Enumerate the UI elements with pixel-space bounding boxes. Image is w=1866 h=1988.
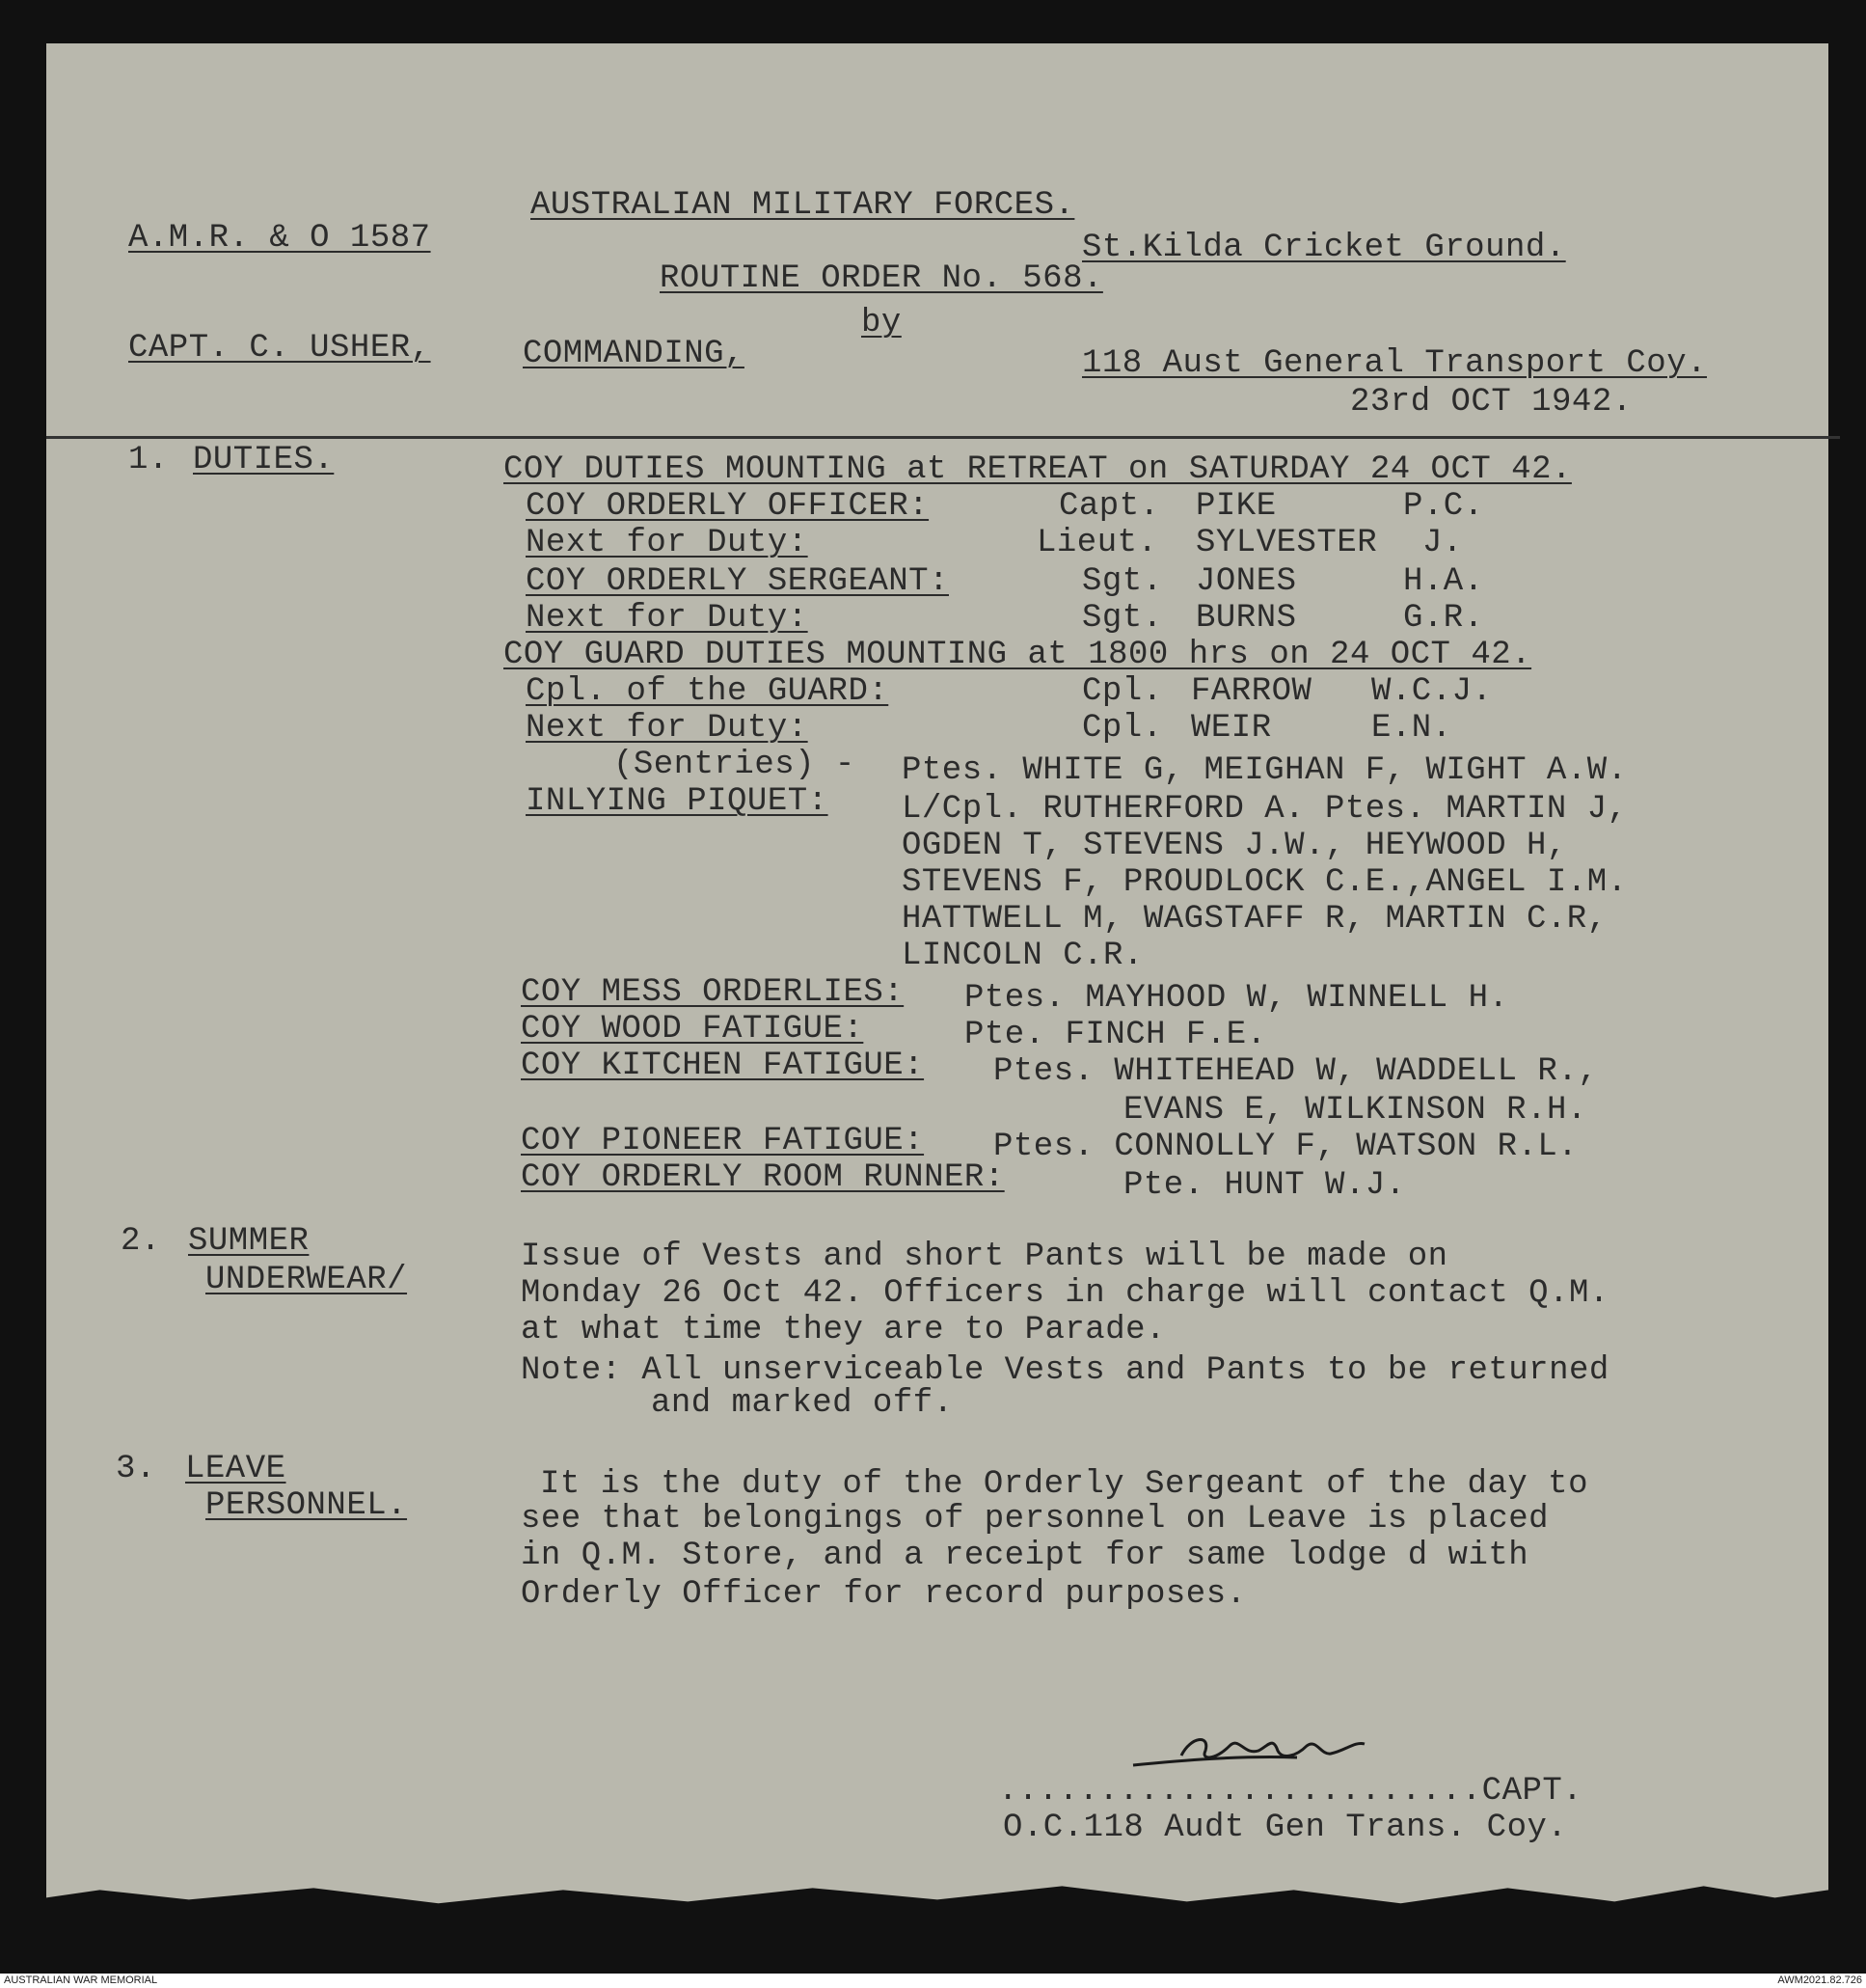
unit-name: 118 Aust General Transport Coy. bbox=[1082, 345, 1708, 382]
piquet-line: STEVENS F, PROUDLOCK C.E.,ANGEL I.M. bbox=[902, 864, 1628, 901]
header-divider bbox=[46, 436, 1840, 439]
kitchen-label: COY KITCHEN FATIGUE: bbox=[521, 1048, 925, 1084]
runner-label: COY ORDERLY ROOM RUNNER: bbox=[521, 1159, 1005, 1196]
duty-role: COY ORDERLY SERGEANT: bbox=[526, 563, 949, 600]
leave-line: see that belongings of personnel on Leave is placed bbox=[521, 1501, 1550, 1538]
sentries-list: Ptes. WHITE G, MEIGHAN F, WIGHT A.W. bbox=[902, 752, 1628, 789]
duty-initials: G.R. bbox=[1403, 600, 1484, 637]
duty-name: BURNS bbox=[1196, 600, 1297, 637]
kitchen-line: Ptes. WHITEHEAD W, WADDELL R., bbox=[993, 1053, 1599, 1090]
archive-reference: AWM2021.82.726 bbox=[1777, 1974, 1862, 1986]
guard-rank: Cpl. bbox=[1082, 673, 1163, 710]
organisation-heading: AUSTRALIAN MILITARY FORCES. bbox=[530, 187, 1075, 224]
underwear-line: and marked off. bbox=[651, 1385, 954, 1422]
wood-label: COY WOOD FATIGUE: bbox=[521, 1011, 864, 1048]
duty-rank: Lieut. bbox=[1037, 525, 1158, 561]
duty-name: SYLVESTER bbox=[1196, 525, 1378, 561]
document-reference: A.M.R. & O 1587 bbox=[128, 220, 431, 257]
duty-role: COY ORDERLY OFFICER: bbox=[526, 488, 930, 525]
duty-role: Next for Duty: bbox=[526, 600, 808, 637]
underwear-line: at what time they are to Parade. bbox=[521, 1312, 1166, 1348]
leave-line: It is the duty of the Orderly Sergeant of the day to bbox=[540, 1466, 1588, 1503]
underwear-line: Issue of Vests and short Pants will be made on bbox=[521, 1239, 1448, 1275]
duty-initials: P.C. bbox=[1403, 488, 1484, 525]
order-title: ROUTINE ORDER No. 568. bbox=[660, 260, 1103, 297]
kitchen-line: EVANS E, WILKINSON R.H. bbox=[1123, 1092, 1587, 1129]
guard-rank: Cpl. bbox=[1082, 710, 1163, 747]
guard-mounting: COY GUARD DUTIES MOUNTING at 1800 hrs on 24 OCT 42. bbox=[503, 637, 1532, 673]
guard-name: WEIR bbox=[1191, 710, 1272, 747]
duty-initials: J. bbox=[1422, 525, 1463, 561]
piquet-line: HATTWELL M, WAGSTAFF R, MARTIN C.R, bbox=[902, 901, 1608, 938]
underwear-number: 2. bbox=[121, 1223, 161, 1260]
underwear-title: SUMMER bbox=[188, 1223, 310, 1260]
archive-credit: AUSTRALIAN WAR MEMORIAL bbox=[4, 1974, 158, 1986]
leave-title: LEAVE bbox=[185, 1451, 286, 1487]
guard-initials: E.N. bbox=[1371, 710, 1452, 747]
by-word: by bbox=[861, 305, 902, 341]
underwear-line: Monday 26 Oct 42. Officers in charge will contact Q.M. bbox=[521, 1275, 1609, 1312]
leave-line: in Q.M. Store, and a receipt for same lodge d with bbox=[521, 1538, 1529, 1574]
leave-number: 3. bbox=[116, 1451, 156, 1487]
pioneer-label: COY PIONEER FATIGUE: bbox=[521, 1123, 925, 1159]
duty-rank: Capt. bbox=[1059, 488, 1160, 525]
piquet-line: L/Cpl. RUTHERFORD A. Ptes. MARTIN J, bbox=[902, 791, 1628, 828]
signature-line: ........................CAPT. bbox=[998, 1773, 1583, 1810]
mess-label: COY MESS ORDERLIES: bbox=[521, 974, 905, 1011]
underwear-title: UNDERWEAR/ bbox=[205, 1262, 408, 1298]
commanding-label: COMMANDING, bbox=[523, 336, 744, 372]
duty-initials: H.A. bbox=[1403, 563, 1484, 600]
location: St.Kilda Cricket Ground. bbox=[1082, 230, 1566, 266]
commanding-officer: CAPT. C. USHER, bbox=[128, 330, 431, 367]
duty-rank: Sgt. bbox=[1082, 563, 1163, 600]
piquet-label: INLYING PIQUET: bbox=[526, 783, 828, 820]
duties-mounting: COY DUTIES MOUNTING at RETREAT on SATURDAY 24 OCT 42. bbox=[503, 451, 1572, 488]
leave-title: PERSONNEL. bbox=[205, 1487, 408, 1524]
order-date: 23rd OCT 1942. bbox=[1350, 384, 1633, 421]
duty-role: Next for Duty: bbox=[526, 525, 808, 561]
piquet-line: OGDEN T, STEVENS J.W., HEYWOOD H, bbox=[902, 828, 1567, 864]
duty-name: PIKE bbox=[1196, 488, 1277, 525]
duty-rank: Sgt. bbox=[1082, 600, 1163, 637]
piquet-line: LINCOLN C.R. bbox=[902, 938, 1144, 974]
runner-list: Pte. HUNT W.J. bbox=[1123, 1167, 1406, 1204]
wood-list: Pte. FINCH F.E. bbox=[964, 1017, 1267, 1053]
sentries-label: (Sentries) - bbox=[613, 747, 855, 783]
leave-line: Orderly Officer for record purposes. bbox=[521, 1576, 1247, 1613]
guard-role: Cpl. of the GUARD: bbox=[526, 673, 889, 710]
pioneer-list: Ptes. CONNOLLY F, WATSON R.L. bbox=[993, 1129, 1579, 1165]
underwear-line: Note: All unserviceable Vests and Pants to be returned bbox=[521, 1352, 1609, 1389]
footer-bar bbox=[0, 1974, 1866, 1988]
guard-name: FARROW bbox=[1191, 673, 1312, 710]
guard-role: Next for Duty: bbox=[526, 710, 808, 747]
mess-list: Ptes. MAYHOOD W, WINNELL H. bbox=[964, 980, 1509, 1017]
duties-number: 1. bbox=[128, 442, 169, 478]
duty-name: JONES bbox=[1196, 563, 1297, 600]
guard-initials: W.C.J. bbox=[1371, 673, 1493, 710]
signature-designation: O.C.118 Audt Gen Trans. Coy. bbox=[1003, 1810, 1568, 1846]
duties-title: DUTIES. bbox=[193, 442, 335, 478]
